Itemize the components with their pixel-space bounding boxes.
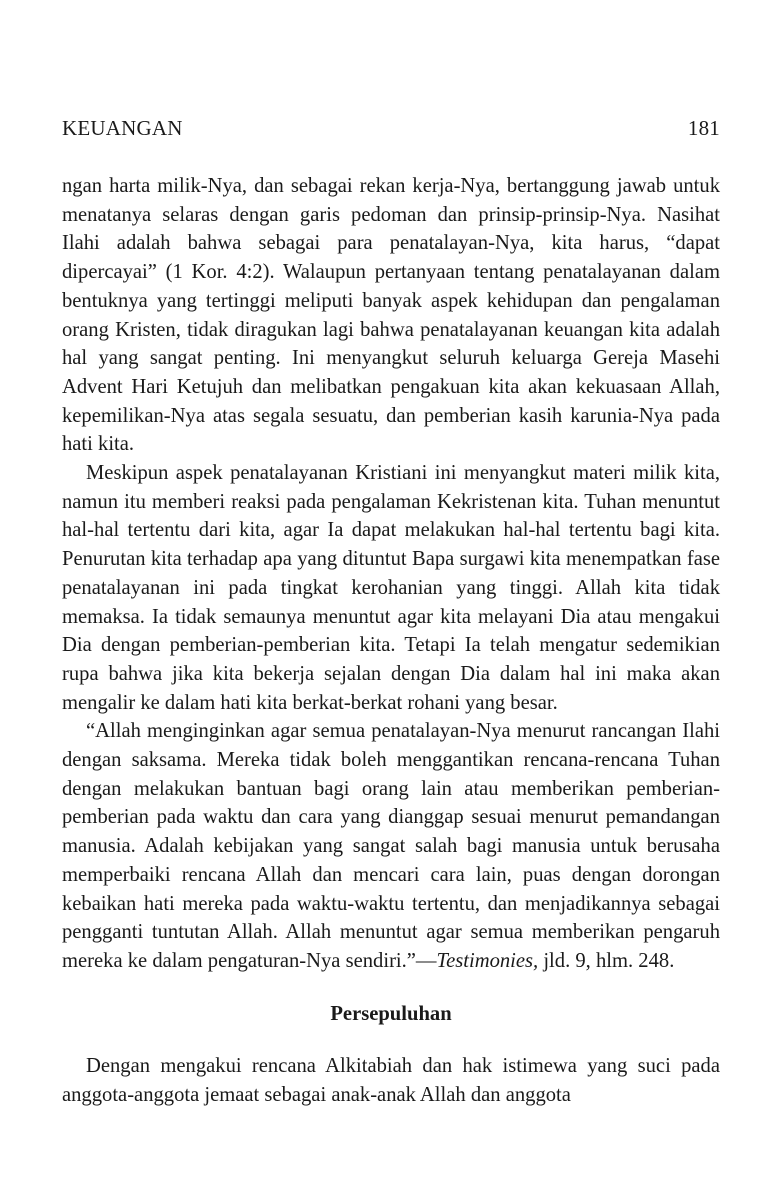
quote-text: “Allah menginginkan agar semua penatalayan-Nya menurut rancangan Ilahi dengan saksama. Mereka tidak boleh menggantikan rencana-rencana Tuhan dengan melakukan bantuan bagi orang lain atau memberikan pemberian-pemberian pada waktu dan cara yang dianggap sesuai menurut pemandangan manusia. Adalah kebijakan yang sangat salah bagi manusia untuk berusaha memperbaiki rencana Allah dan mencari cara lain, puas dengan dorongan kebaikan hati mereka pada waktu-waktu tertentu, dan menjadikannya sebagai pengganti tuntutan Allah. Allah menuntut agar semua memberikan pengaruh mereka ke dalam pengaturan-Nya sendiri.”—: [62, 720, 720, 972]
page-number: 181: [687, 116, 720, 140]
quote-source-title: Testimonies,: [436, 949, 539, 972]
paragraph-1: ngan harta milik-Nya, dan sebagai rekan kerja-Nya, bertanggung jawab untuk menatanya selaras dengan garis pedoman dan prinsip-prinsip-Nya. Nasihat Ilahi adalah bahwa sebagai para penatalayan-Nya, kita harus, “dapat dipercayai” (1 Kor. 4:2). Walaupun pertanyaan tentang penatalayanan dalam bentuknya yang tertinggi meliputi banyak aspek kehidupan dan pengalaman orang Kristen, tidak diragukan lagi bahwa penatalayanan keuangan kita adalah hal yang sangat penting. Ini menyangkut seluruh keluarga Gereja Masehi Advent Hari Ketujuh dan melibatkan pengakuan kita akan kekuasaan Allah, kepemilikan-Nya atas segala sesuatu, dan pemberian kasih karunia-Nya pada hati kita.: [62, 175, 720, 456]
book-page: [62, 0, 720, 1200]
chapter-title: KEUANGAN: [62, 116, 183, 140]
paragraph-final: Dengan mengakui rencana Alkitabiah dan hak istimewa yang suci pada anggota-anggota jemaat sebagai anak-anak Allah dan anggota: [62, 1055, 720, 1107]
section-heading: Persepuluhan: [330, 1002, 452, 1025]
quote-paragraph: [62, 717, 720, 975]
quote-source-ref: jld. 9, hlm. 248.: [538, 949, 675, 972]
running-head: [62, 116, 720, 141]
body-text: [62, 172, 720, 1110]
paragraph-2: Meskipun aspek penatalayanan Kristiani ini menyangkut materi milik kita, namun itu memberi reaksi pada pengalaman Kekristenan kita. Tuhan menuntut hal-hal tertentu dari kita, agar Ia dapat melakukan hal-hal tertentu bagi kita. Penurutan kita terhadap apa yang dituntut Bapa surgawi kita menempatkan fase penatalayanan ini pada tingkat kerohanian yang tinggi. Allah kita tidak memaksa. Ia tidak semaunya menuntut agar kita melayani Dia atau mengakui Dia dengan pemberian-pemberian kita. Tetapi Ia telah mengatur sedemikian rupa bahwa jika kita bekerja sejalan dengan Dia dalam hal ini maka akan mengalir ke dalam hati kita berkat-berkat rohani yang besar.: [62, 462, 720, 714]
